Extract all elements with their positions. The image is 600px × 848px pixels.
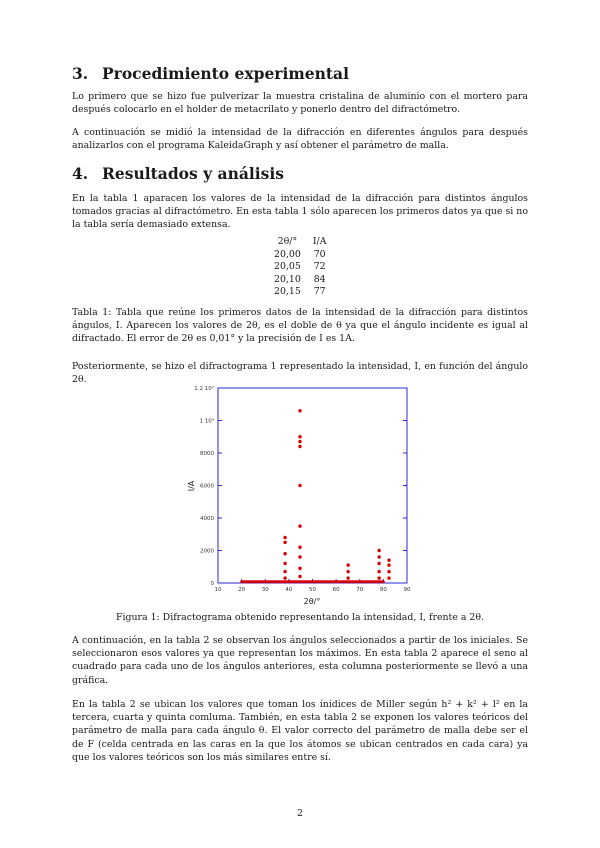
table-row: [268, 274, 332, 287]
peak-point: [387, 563, 390, 566]
y-tick-label: 4000: [200, 516, 214, 522]
table-cell-angle: 20,00: [274, 248, 301, 260]
plot-frame: [218, 388, 407, 583]
table-cell-angle: 20,10: [274, 273, 301, 285]
table-cell-angle: 20,15: [274, 286, 301, 298]
peak-point: [283, 541, 286, 544]
peak-point: [298, 435, 301, 438]
section-3-number: 3.: [72, 64, 89, 83]
section-3-heading: [72, 64, 349, 83]
y-tick-label: 8000: [200, 451, 214, 457]
peak-point: [346, 576, 349, 579]
x-axis-label: 2θ/°: [303, 597, 321, 606]
peak-point: [298, 445, 301, 448]
section-4-paragraph-2: Posteriormente, se hizo el difractograma 1 representado la intensidad, I, en función del ángulo 2θ.: [72, 361, 528, 386]
table-row: [268, 261, 332, 274]
y-tick-label: 0: [210, 581, 214, 587]
section-3-paragraph-2: A continuación se midió la intensidad de la difracción en diferentes ángulos para después analizarlos con el programa KaleidaGraph y así obtener el parámetro de malla.: [72, 127, 528, 152]
x-tick-label: 60: [332, 587, 340, 593]
section-4-paragraph-4: En la tabla 2 se ubican los valores que toman los ínidices de Miller según h² + k² + l² en la tercera, cuarta y quinta comluma. También, en esta tabla 2 se exponen los valores teóricos del parámetro de malla para cada ángulo θ. El valor correcto del parámetro de malla debe ser el de F (celda centrada en las caras en la que los átomos se ubican centrados en cada cara) ya que los valores teóricos son los más similares entre sí.: [72, 699, 528, 763]
section-4-title: Resultados y análisis: [102, 164, 285, 183]
table-cell-intensity: 72: [313, 261, 326, 273]
table-cell-angle: 20,05: [274, 261, 301, 273]
table-row: [268, 249, 332, 262]
section-3-title: Procedimiento experimental: [102, 64, 349, 83]
x-tick-label: 10: [214, 587, 222, 593]
data-points: [240, 409, 391, 583]
peak-point: [377, 562, 380, 565]
peak-point: [283, 562, 286, 565]
x-tick-label: 30: [261, 587, 269, 593]
page-number: 2: [297, 808, 303, 819]
peak-point: [298, 409, 301, 412]
table-cell-intensity: 70: [313, 248, 326, 260]
peak-point: [387, 570, 390, 573]
peak-point: [387, 576, 390, 579]
x-tick-label: 90: [403, 587, 411, 593]
table-1-caption: Tabla 1: Tabla que reúne los primeros datos de la intensidad de la difracción para distintos ángulos, I. Aparecen los valores de 2θ, es el doble de θ ya que el ángulo incidente es igual al difractado. El error de 2θ es 0,01° y la precisión de I es 1A.: [72, 307, 528, 345]
table-cell-intensity: 84: [313, 273, 326, 285]
section-3-paragraph-1: Lo primero que se hizo fue pulverizar la muestra cristalina de aluminio con el mortero para después colocarlo en el holder de metacrilato y ponerlo dentro del difractómetro.: [72, 91, 528, 116]
peak-point: [377, 549, 380, 552]
peak-point: [283, 552, 286, 555]
y-tick-label: 2000: [200, 548, 214, 555]
table-header-row: [268, 236, 332, 249]
peak-point: [298, 555, 301, 558]
table-1: [268, 236, 332, 299]
x-tick-label: 40: [285, 587, 293, 593]
baseline-point: [382, 580, 385, 583]
y-axis-label: I/A: [187, 480, 196, 492]
peak-point: [377, 576, 380, 579]
figure-1-caption: Figura 1: Difractograma obtenido representando la intensidad, I, frente a 2θ.: [115, 612, 485, 623]
peak-point: [298, 440, 301, 443]
peak-point: [387, 559, 390, 562]
section-4-paragraph-1: En la tabla 1 aparacen los valores de la intensidad de la difracción para distintos ángulos tomados gracias al difractómetro. En esta tabla 1 sólo aparecen los primeros datos ya que si no la tabla sería demasiado extensa.: [72, 193, 528, 231]
peak-point: [346, 563, 349, 566]
peak-point: [283, 536, 286, 539]
diffractogram-chart: [186, 380, 418, 608]
peak-point: [298, 575, 301, 578]
x-tick-label: 50: [309, 587, 316, 593]
peak-point: [377, 570, 380, 573]
peak-point: [298, 524, 301, 527]
table-header-intensity: I/A: [312, 236, 327, 247]
table-cell-intensity: 77: [313, 286, 326, 298]
section-4-heading: [72, 164, 284, 183]
table-header-angle: 2θ/°: [277, 236, 298, 247]
y-tick-label: 6000: [200, 483, 214, 490]
peak-point: [298, 546, 301, 549]
y-tick-label: 1.2 10⁴: [194, 386, 214, 392]
peak-point: [298, 567, 301, 570]
x-tick-label: 70: [356, 587, 364, 593]
x-tick-label: 80: [379, 587, 387, 593]
peak-point: [377, 555, 380, 558]
peak-point: [283, 576, 286, 579]
peak-point: [298, 484, 301, 487]
peak-point: [346, 570, 349, 573]
peak-point: [283, 570, 286, 573]
x-tick-label: 20: [238, 587, 246, 593]
section-4-number: 4.: [72, 164, 89, 183]
table-row: [268, 286, 332, 299]
y-tick-label: 1 10⁴: [199, 418, 214, 425]
section-4-paragraph-3: A continuación, en la tabla 2 se observan los ángulos seleccionados a partir de los iniciales. Se seleccionaron esos valores ya que representan los máximos. En esta tabla 2 aparece el seno al cuadrado para cada uno de los ángulos anteriores, esta columna posteriormente se llevó a una gráfica.: [72, 635, 528, 686]
